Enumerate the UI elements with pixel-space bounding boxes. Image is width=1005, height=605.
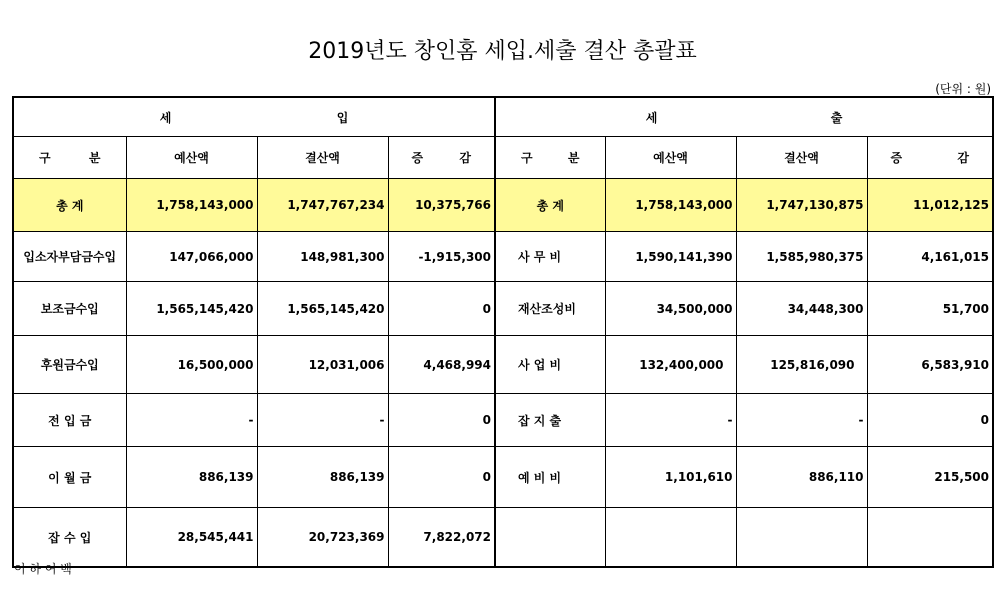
- revenue-category: 보조금수입: [13, 282, 126, 336]
- category-header-right: 분: [88, 151, 101, 165]
- expense-budget: 1,590,141,390: [605, 232, 736, 282]
- expense-budget-header: 예산액: [605, 137, 736, 179]
- revenue-section-header: [13, 97, 495, 137]
- expense-change: 215,500: [867, 447, 993, 508]
- table-row-total: [13, 179, 993, 232]
- expense-category: 사 무 비: [495, 232, 605, 282]
- expense-budget: 132,400,000: [605, 336, 736, 394]
- table-row: [13, 336, 993, 394]
- category-header-left: 구: [39, 151, 51, 165]
- change-header-right: 감: [957, 151, 969, 165]
- change-header-left: 증: [890, 151, 903, 165]
- column-header-row: [13, 137, 993, 179]
- expense-category: 총 계: [495, 179, 605, 232]
- expense-header-left: 세: [645, 110, 658, 125]
- expense-settlement: -: [736, 394, 867, 447]
- revenue-change: 4,468,994: [388, 336, 495, 394]
- revenue-category-header: [13, 137, 126, 179]
- expense-category: 예 비 비: [495, 447, 605, 508]
- expense-category: 재산조성비: [495, 282, 605, 336]
- expense-section-header: [495, 97, 993, 137]
- revenue-change: 7,822,072: [388, 508, 495, 568]
- expense-change-header: [867, 137, 993, 179]
- expense-settlement: 125,816,090: [736, 336, 867, 394]
- revenue-settlement-header: 결산액: [257, 137, 388, 179]
- settlement-summary-table: [12, 96, 994, 568]
- expense-change: 51,700: [867, 282, 993, 336]
- revenue-category: 전 입 금: [13, 394, 126, 447]
- change-header-right: 감: [459, 151, 471, 165]
- expense-category-header: [495, 137, 605, 179]
- revenue-change: 0: [388, 282, 495, 336]
- expense-budget: 34,500,000: [605, 282, 736, 336]
- revenue-settlement: 1,565,145,420: [257, 282, 388, 336]
- revenue-budget: 147,066,000: [126, 232, 257, 282]
- section-header-row: [13, 97, 993, 137]
- table-row: [13, 282, 993, 336]
- expense-settlement: 1,747,130,875: [736, 179, 867, 232]
- expense-change: 11,012,125: [867, 179, 993, 232]
- expense-category: [495, 508, 605, 568]
- expense-change: [867, 508, 993, 568]
- revenue-budget: -: [126, 394, 257, 447]
- revenue-change: 0: [388, 394, 495, 447]
- expense-settlement: 34,448,300: [736, 282, 867, 336]
- expense-settlement: 886,110: [736, 447, 867, 508]
- change-header-left: 증: [411, 151, 424, 165]
- expense-settlement-header: 결산액: [736, 137, 867, 179]
- revenue-settlement: 12,031,006: [257, 336, 388, 394]
- expense-change: 6,583,910: [867, 336, 993, 394]
- table-row: [13, 508, 993, 568]
- revenue-category: 잡 수 입: [13, 508, 126, 568]
- unit-label: (단위 : 원): [935, 82, 991, 96]
- revenue-settlement: 148,981,300: [257, 232, 388, 282]
- category-header-right: 분: [567, 151, 580, 165]
- expense-header-right: 출: [830, 110, 843, 125]
- expense-change: 4,161,015: [867, 232, 993, 282]
- revenue-category: 후원금수입: [13, 336, 126, 394]
- revenue-budget: 28,545,441: [126, 508, 257, 568]
- revenue-settlement: -: [257, 394, 388, 447]
- expense-settlement: 1,585,980,375: [736, 232, 867, 282]
- revenue-change: 10,375,766: [388, 179, 495, 232]
- expense-settlement: [736, 508, 867, 568]
- expense-budget: -: [605, 394, 736, 447]
- revenue-budget-header: 예산액: [126, 137, 257, 179]
- revenue-budget: 16,500,000: [126, 336, 257, 394]
- expense-budget: 1,101,610: [605, 447, 736, 508]
- revenue-header-left: 세: [159, 110, 172, 125]
- expense-category: 사 업 비: [495, 336, 605, 394]
- expense-budget: 1,758,143,000: [605, 179, 736, 232]
- document-title: 2019년도 창인홈 세입.세출 결산 총괄표: [308, 39, 697, 64]
- revenue-budget: 886,139: [126, 447, 257, 508]
- table-row: [13, 394, 993, 447]
- expense-change: 0: [867, 394, 993, 447]
- table-row: [13, 232, 993, 282]
- table-row: [13, 447, 993, 508]
- revenue-change-header: [388, 137, 495, 179]
- revenue-category: 이 월 금: [13, 447, 126, 508]
- revenue-settlement: 20,723,369: [257, 508, 388, 568]
- revenue-settlement: 886,139: [257, 447, 388, 508]
- footer-note: 이 하 여 백: [14, 562, 72, 576]
- revenue-budget: 1,565,145,420: [126, 282, 257, 336]
- category-header-left: 구: [521, 151, 533, 165]
- expense-budget: [605, 508, 736, 568]
- revenue-category: 총 계: [13, 179, 126, 232]
- revenue-settlement: 1,747,767,234: [257, 179, 388, 232]
- revenue-change: -1,915,300: [388, 232, 495, 282]
- revenue-change: 0: [388, 447, 495, 508]
- revenue-header-right: 입: [336, 110, 349, 125]
- revenue-category: 입소자부담금수입: [13, 232, 126, 282]
- expense-category: 잡 지 출: [495, 394, 605, 447]
- revenue-budget: 1,758,143,000: [126, 179, 257, 232]
